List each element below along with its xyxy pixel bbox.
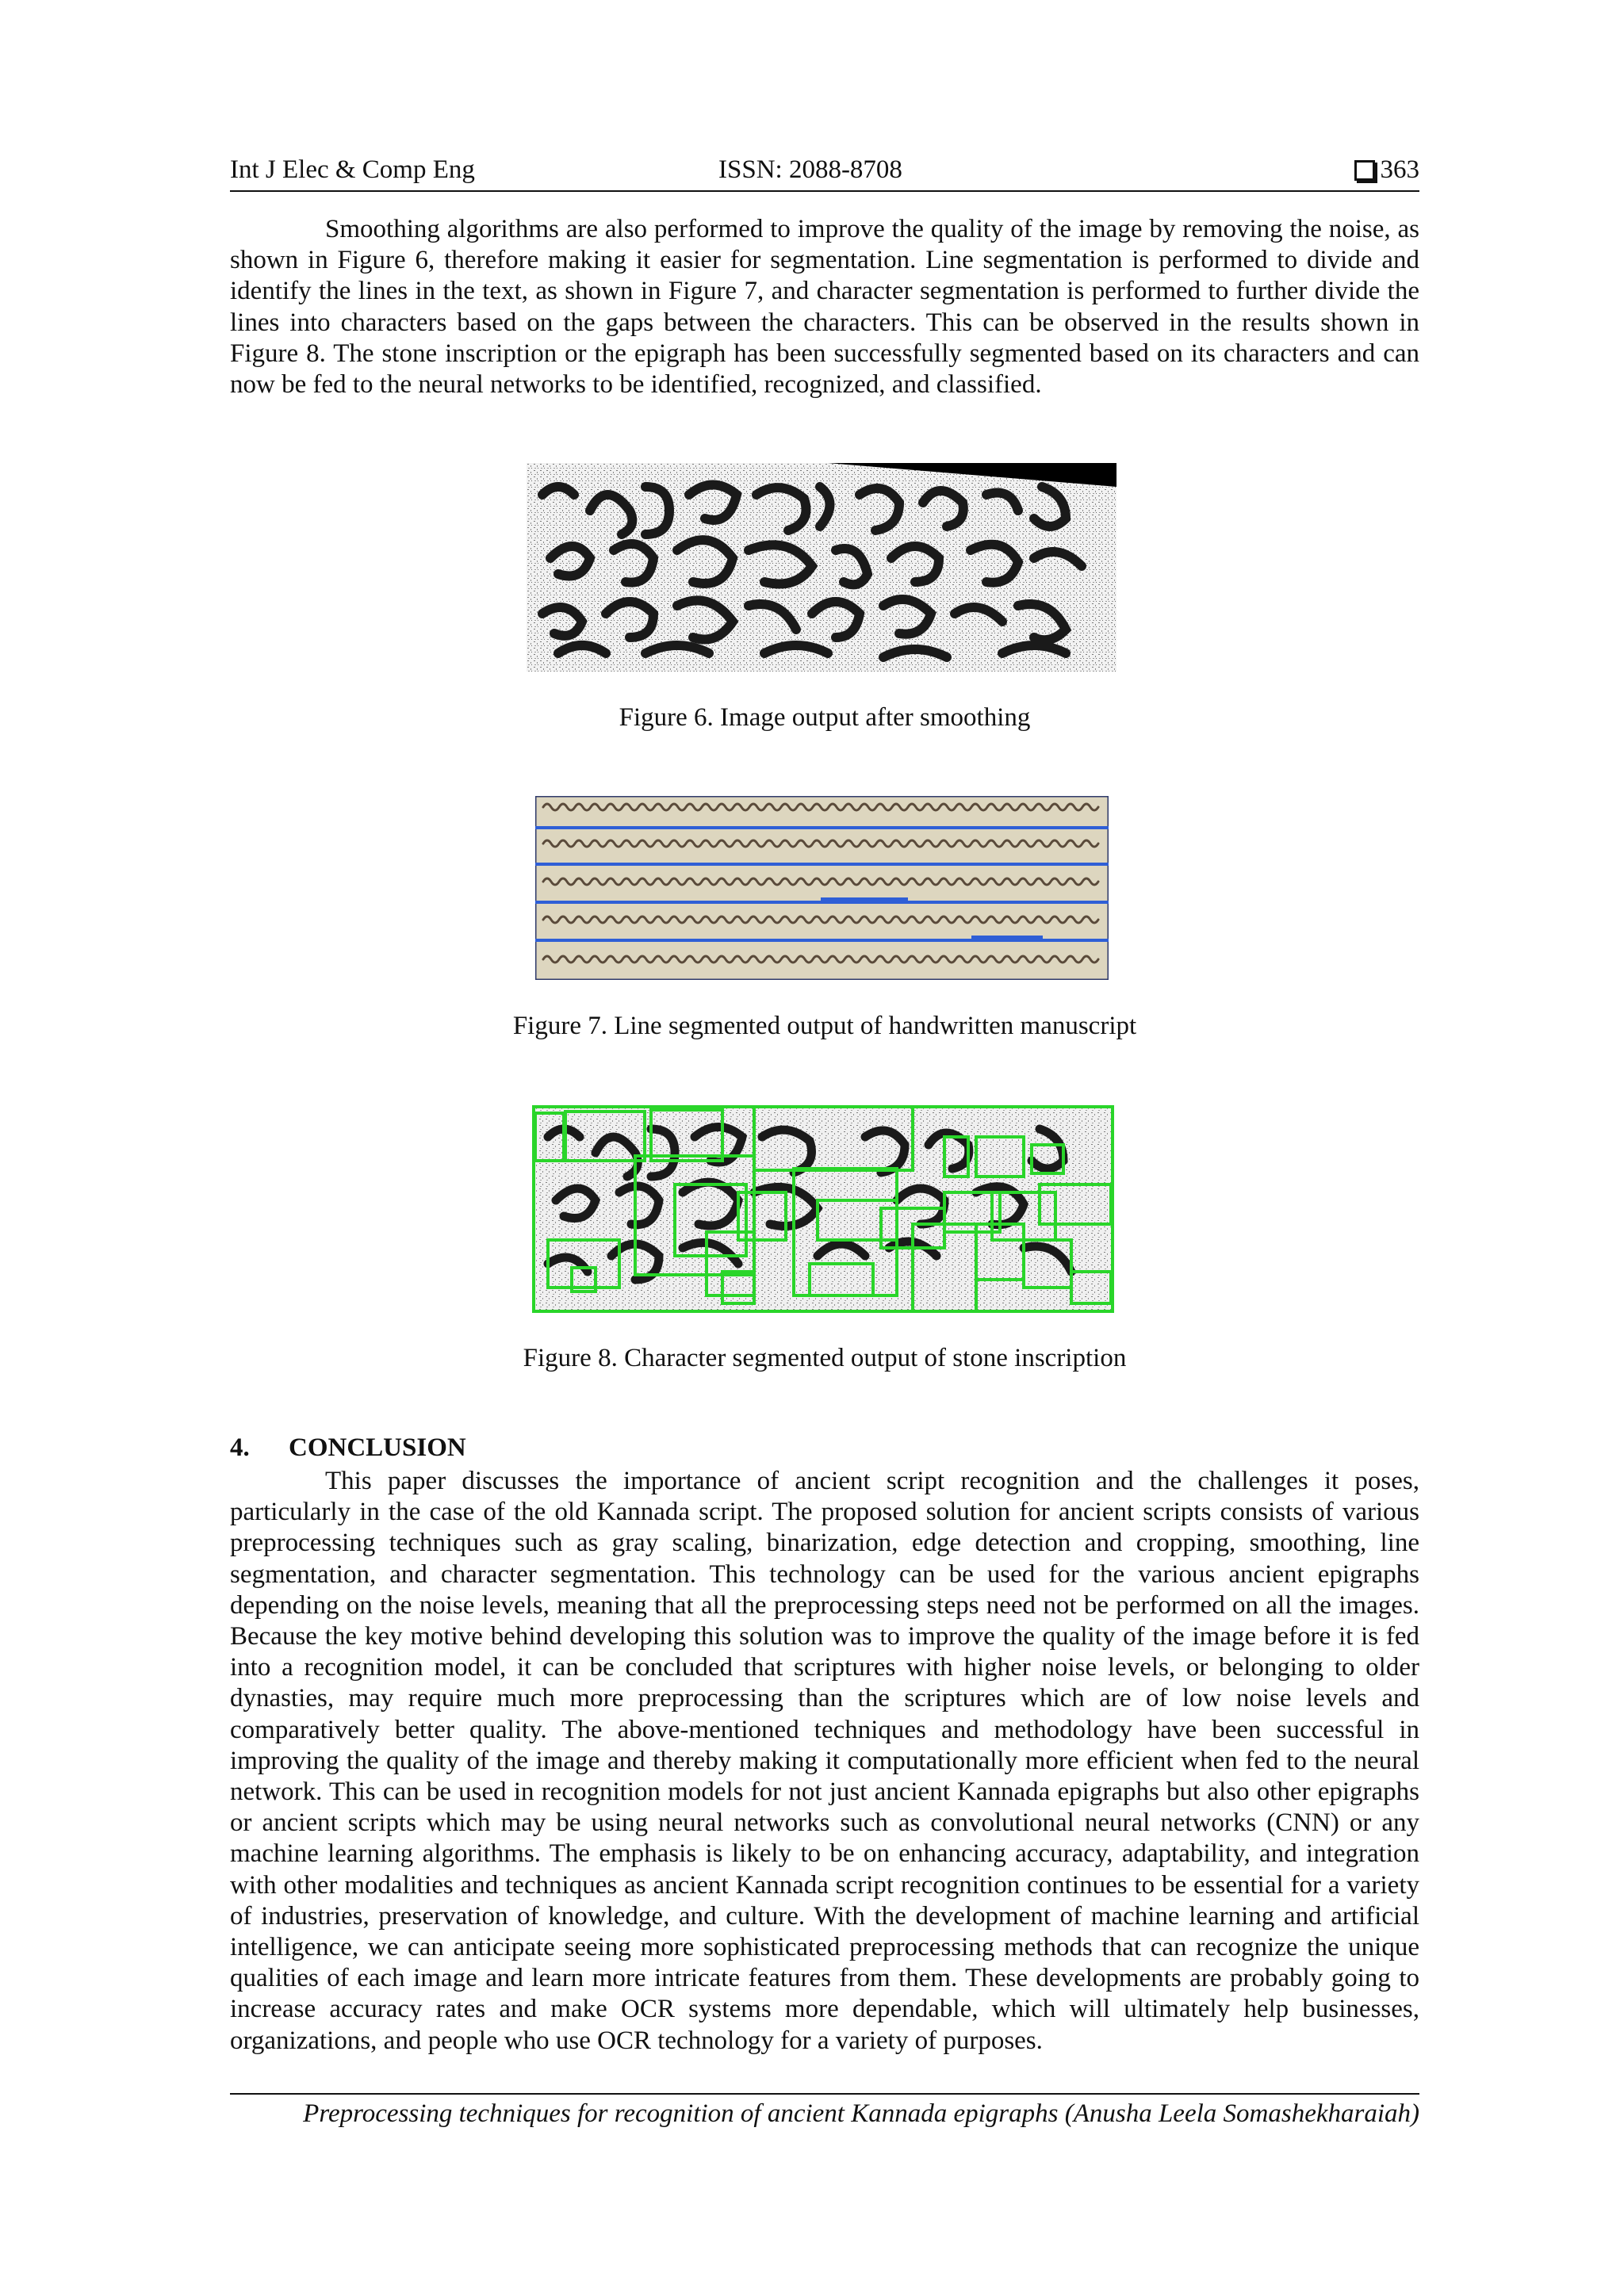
body-paragraph: Smoothing algorithms are also performed to improve the quality of the image by removing the noise, as shown in Figure 6, therefore making it easier for segmentation. Line segmentation is performed to divide and identify the lines in the text, as shown in Figure 7, and character segmentation is performed to further divide the lines into characters based on the gaps between the characters. This can be observed in the results shown in Figure 8. The stone inscription or the epigraph has been successfully segmented based on its characters and can now be fed to the neural networks to be identified, recognized, and classified.: [230, 215, 1419, 400]
journal-name: Int J Elec & Comp Eng: [230, 155, 475, 184]
header-rule: [230, 190, 1419, 192]
section-number: 4.: [230, 1433, 250, 1462]
conclusion-paragraph: This paper discusses the importance of ancient script recognition and the challenges it poses, particularly in the case of the old Kannada script. The proposed solution for ancient scripts consists of various preprocessing techniques such as gray scaling, binarization, edge detection and cropping, smoothing, line segmentation, and character segmentation. This technology can be used for the various ancient epigraphs depending on the noise levels, meaning that all the preprocessing steps need not be performed on all the images. Because the key motive behind developing this solution was to improve the quality of the image before it is fed into a recognition model, it can be concluded that scriptures with higher noise levels, or belonging to older dynasties, may require much more preprocessing than the scriptures which are of low noise levels and comparatively better quality. The above-mentioned techniques and methodology have been successful in improving the quality of the image and thereby making it computationally more efficient when fed to the neural network. This can be used in recognition models for not just ancient Kannada epigraphs but also other epigraphs or ancient scripts which may be using neural networks such as convolutional neural networks (CNN) or any machine learning algorithms. The emphasis is likely to be on enhancing accuracy, adaptability, and integration with other modalities and techniques as ancient Kannada script recognition continues to be essential for a variety of industries, preservation of knowledge, and culture. With the development of machine learning and artificial intelligence, we can anticipate seeing more sophisticated preprocessing methods that can recognize the unique qualities of each image and learn more intricate features from them. These developments are probably going to increase accuracy rates and make OCR systems more dependable, which will ultimately help businesses, organizations, and people who use OCR technology for a variety of purposes.: [230, 1467, 1419, 2055]
figure-6-image: [527, 463, 1116, 672]
running-header: [230, 155, 1419, 192]
page-number: 363: [1380, 155, 1419, 184]
figure-7-image: [535, 796, 1109, 980]
figure-8-image: [532, 1105, 1114, 1313]
running-footer: Preprocessing techniques for recognition of ancient Kannada epigraphs (Anusha Leela Somashekharaiah): [303, 2099, 1419, 2128]
figure-7-caption: Figure 7. Line segmented output of handwritten manuscript: [512, 1012, 1137, 1040]
issn: ISSN: 2088-8708: [718, 155, 902, 184]
figure-6-caption: Figure 6. Image output after smoothing: [619, 703, 1031, 732]
square-bullet-icon: [1354, 160, 1375, 181]
section-title: CONCLUSION: [289, 1433, 466, 1462]
figure-8-caption: Figure 8. Character segmented output of stone inscription: [523, 1344, 1127, 1372]
section-heading: [230, 1433, 466, 1463]
footer-rule: [230, 2093, 1419, 2095]
